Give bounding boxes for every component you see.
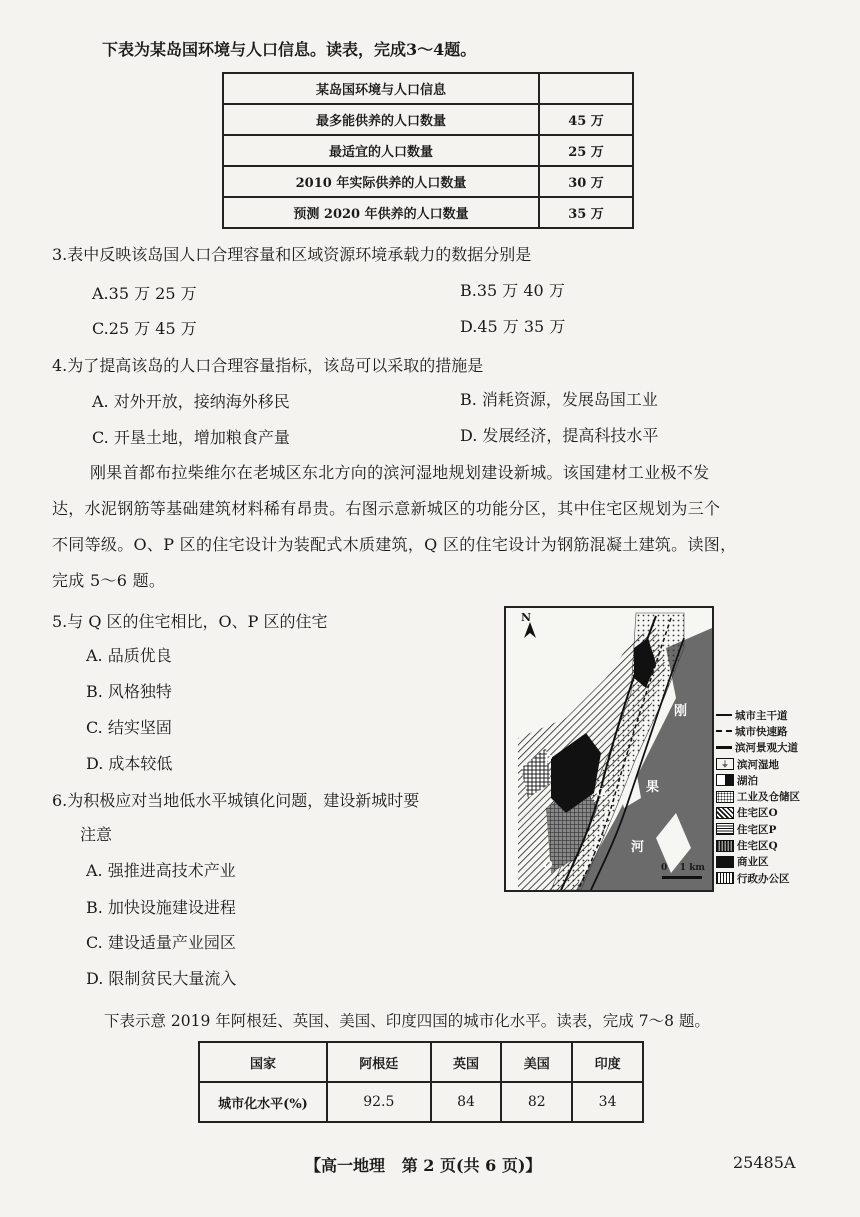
lake-icon: [716, 774, 734, 786]
q3-option-b: B.35 万 40 万: [460, 281, 565, 300]
q4-stem: 4.为了提高该岛的人口合理容量指标，该岛可以采取的措施是: [52, 356, 484, 375]
passage-line: 刚果首都布拉柴维尔在老城区东北方向的滨河湿地规划建设新城。该国建材工业极不发: [90, 463, 710, 482]
q5-option-c: C. 结实坚固: [86, 718, 172, 737]
river-label: 河: [631, 840, 645, 855]
table-row: [223, 135, 633, 166]
q6-option-c: C. 建设适量产业园区: [86, 933, 236, 952]
q3-stem: 3.表中反映该岛国人口合理容量和区域资源环境承载力的数据分别是: [52, 245, 532, 264]
q4-option-d: D. 发展经济，提高科技水平: [460, 426, 659, 445]
table-cell: 最适宜的人口数量: [223, 135, 539, 166]
legend-item: 商业区: [716, 854, 836, 870]
intro-q7-8: 下表示意 2019 年阿根廷、英国、美国、印度四国的城市化水平。读表，完成 7～8 题。: [104, 1012, 710, 1030]
q6-stem-cont: 注意: [80, 825, 113, 844]
table-cell: 34: [572, 1082, 643, 1122]
legend-item: 湖泊: [716, 772, 836, 788]
table-cell: 92.5: [327, 1082, 431, 1122]
table-row: [199, 1042, 643, 1082]
q6-stem: 6.为积极应对当地低水平城镇化问题，建设新城时要: [52, 791, 420, 810]
island-info-table: [222, 72, 634, 229]
zone-p-icon: [716, 823, 734, 835]
north-arrow-icon: [524, 622, 536, 638]
industry-icon: [716, 791, 734, 803]
urbanization-table: [198, 1041, 644, 1123]
table-header-cell: 美国: [501, 1042, 572, 1082]
table-row: [223, 104, 633, 135]
passage-line: 达，水泥钢筋等基础建筑材料稀有昂贵。右图示意新城区的功能分区，其中住宅区规划为三个: [52, 499, 721, 518]
legend-item: 住宅区P: [716, 821, 836, 837]
wetland-icon: ⏚: [716, 758, 734, 770]
q3-option-c: C.25 万 45 万: [92, 319, 197, 338]
riverside-road-icon: [716, 746, 732, 749]
legend-item: 城市快速路: [716, 723, 836, 739]
scale-bar: [662, 876, 702, 879]
table-cell: 城市化水平(%): [199, 1082, 327, 1122]
river-label: 刚: [674, 704, 688, 719]
river-label: 果: [646, 780, 660, 795]
table-row: [199, 1082, 643, 1122]
table-row: [223, 197, 633, 228]
table-cell: 最多能供养的人口数量: [223, 104, 539, 135]
q6-option-d: D. 限制贫民大量流入: [86, 969, 237, 988]
footer-code: 25485A: [733, 1153, 796, 1172]
expressway-icon: [716, 730, 732, 732]
q3-option-d: D.45 万 35 万: [460, 317, 566, 336]
north-label: N: [521, 611, 532, 624]
legend-item: 住宅区Q: [716, 837, 836, 853]
table-cell: 82: [501, 1082, 572, 1122]
q5-option-b: B. 风格独特: [86, 682, 172, 701]
table-row: [223, 73, 633, 104]
admin-icon: [716, 872, 734, 884]
commercial-icon: [716, 856, 734, 868]
table-header-cell: 国家: [199, 1042, 327, 1082]
q4-option-b: B. 消耗资源，发展岛国工业: [460, 390, 658, 409]
table-header-cell: 英国: [431, 1042, 502, 1082]
table-header-cell: 印度: [572, 1042, 643, 1082]
scale-label: 0 1 km: [661, 863, 705, 873]
table-cell: 25 万: [539, 135, 633, 166]
legend-item: 住宅区O: [716, 805, 836, 821]
passage-line: 不同等级。O、P 区的住宅设计为装配式木质建筑，Q 区的住宅设计为钢筋混凝土建筑。读图，: [52, 535, 737, 554]
legend-item: 滨河景观大道: [716, 740, 836, 756]
q5-option-d: D. 成本较低: [86, 754, 173, 773]
q5-stem: 5.与 Q 区的住宅相比，O、P 区的住宅: [52, 612, 328, 631]
passage-line: 完成 5～6 题。: [52, 571, 166, 590]
table-cell: 35 万: [539, 197, 633, 228]
table-cell: 2010 年实际供养的人口数量: [223, 166, 539, 197]
q5-option-a: A. 品质优良: [86, 646, 172, 665]
zone-label-q: Q: [596, 786, 606, 799]
table-cell: 84: [431, 1082, 502, 1122]
q6-option-b: B. 加快设施建设进程: [86, 898, 236, 917]
table-cell: 45 万: [539, 104, 633, 135]
q4-option-c: C. 开垦土地，增加粮食产量: [92, 428, 290, 447]
q4-option-a: A. 对外开放，接纳海外移民: [92, 392, 290, 411]
table-header-cell: [539, 73, 633, 104]
legend-item: 工业及仓储区: [716, 788, 836, 804]
legend-item: ⏚ 滨河湿地: [716, 756, 836, 772]
zone-label-p: P: [544, 753, 553, 766]
zone-label-o: O: [543, 858, 553, 871]
legend-item: 行政办公区: [716, 870, 836, 886]
map-legend: [716, 707, 836, 886]
new-city-map: [504, 606, 714, 892]
passage-congo: [52, 455, 822, 599]
main-road-icon: [716, 714, 732, 716]
intro-q3-4: 下表为某岛国环境与人口信息。读表，完成3～4题。: [102, 40, 477, 59]
table-cell: 预测 2020 年供养的人口数量: [223, 197, 539, 228]
q3-option-a: A.35 万 25 万: [92, 284, 197, 303]
legend-item: 城市主干道: [716, 707, 836, 723]
map-graphic: [506, 608, 712, 890]
zone-q-icon: [716, 840, 734, 852]
table-row: [223, 166, 633, 197]
q6-option-a: A. 强推进高技术产业: [86, 861, 236, 880]
table-header-cell: 阿根廷: [327, 1042, 431, 1082]
table-header-cell: 某岛国环境与人口信息: [223, 73, 539, 104]
footer-title: 【高一地理 第 2 页(共 6 页)】: [305, 1156, 542, 1175]
zone-o-icon: [716, 807, 734, 819]
table-cell: 30 万: [539, 166, 633, 197]
